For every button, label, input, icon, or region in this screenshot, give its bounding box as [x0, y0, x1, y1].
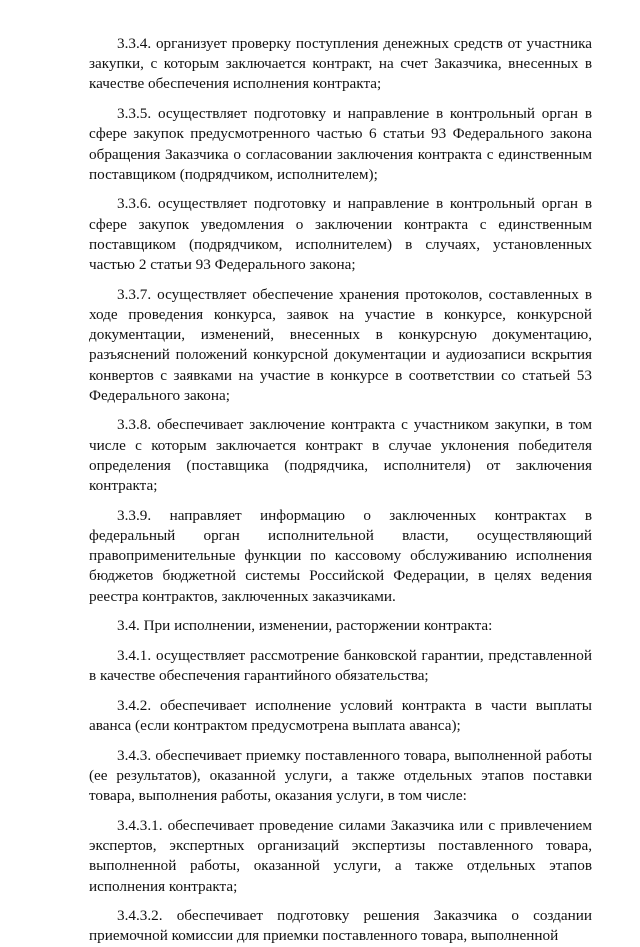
paragraph-3-3-6: 3.3.6. осуществляет подготовку и направление в контрольный орган в сфере закупок уведомления о заключении контракта с единственным поставщиком (подрядчиком, исполнителем) в случаях, установленных частью 2 статьи 93 Федерального закона;	[89, 195, 592, 274]
paragraph-3-3-5: 3.3.5. осуществляет подготовку и направление в контрольный орган в сфере закупок предусмотренного частью 6 статьи 93 Федерального закона обращения Заказчика о согласовании заключения контракта с единственным поставщиком (подрядчиком, исполнителем);	[89, 105, 592, 183]
paragraph-3-4-1: 3.4.1. осуществляет рассмотрение банковской гарантии, представленной в качестве обеспечения гарантийного обязательства;	[89, 646, 592, 685]
paragraph-3-4-3-2: 3.4.3.2. обеспечивает подготовку решения Заказчика о создании приемочной комиссии для приемки поставленного товара, выполненной	[89, 907, 592, 945]
paragraph-3-4-2: 3.4.2. обеспечивает исполнение условий контракта в части выплаты аванса (если контрактом предусмотрена выплата аванса);	[89, 696, 592, 735]
paragraph-3-4-3: 3.4.3. обеспечивает приемку поставленного товара, выполненной работы (ее результатов), оказанной услуги, а также отдельных этапов поставки товара, выполнения работы, оказания услуги, в том числе:	[89, 746, 592, 805]
paragraph-3-4: 3.4. При исполнении, изменении, расторжении контракта:	[117, 617, 493, 635]
paragraph-3-3-7: 3.3.7. осуществляет обеспечение хранения протоколов, составленных в ходе проведения конкурса, заявок на участие в конкурсе, конкурсной документации, изменений, внесенных в конкурсную документацию, разъяснений положений конкурсной документации и аудиозаписи вскрытия конвертов с заявками на участие в конкурсе в соответствии со статьей 53 Федерального закона;	[89, 285, 592, 404]
paragraph-3-3-8: 3.3.8. обеспечивает заключение контракта с участником закупки, в том числе с которым заключается контракт в случае уклонения победителя определения (поставщика (подрядчика, исполнителя) от заключения контракта;	[89, 416, 592, 495]
paragraph-3-3-4: 3.3.4. организует проверку поступления денежных средств от участника закупки, с которым заключается контракт, на счет Заказчика, внесенных в качестве обеспечения исполнения контракта;	[89, 35, 592, 93]
paragraph-3-4-3-1: 3.4.3.1. обеспечивает проведение силами Заказчика или с привлечением экспертов, экспертных организаций экспертизы поставленного товара, выполненной работы, оказанной услуги, а также отдельных этапов исполнения контракта;	[89, 816, 592, 895]
paragraph-3-3-9: 3.3.9. направляет информацию о заключенных контрактах в федеральный орган исполнительной власти, осуществляющий правоприменительные функции по кассовому обслуживанию исполнения бюджетов бюджетной системы Российской Федерации, в целях ведения реестра контрактов, заключенных заказчиками.	[89, 506, 592, 605]
